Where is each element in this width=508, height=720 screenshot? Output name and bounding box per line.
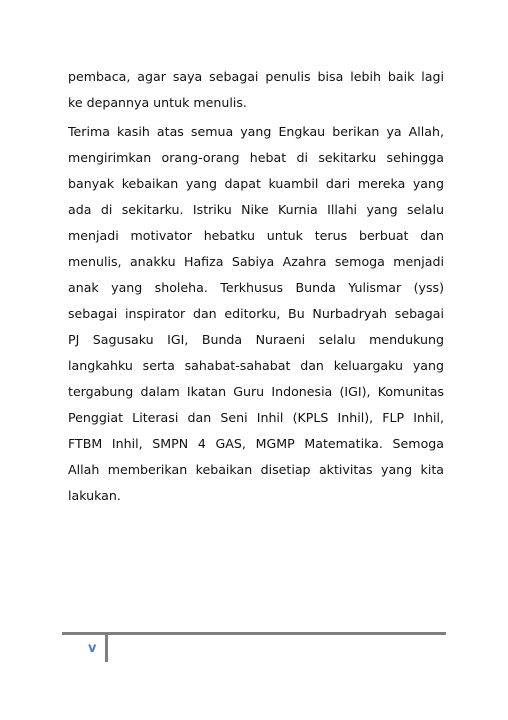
text-line: Terima kasih atas semua yang Engkau berikan ya Allah, <box>68 124 444 139</box>
text-line: pembaca, agar saya sebagai penulis bisa lebih baik lagi <box>68 69 444 84</box>
page-number: v <box>88 641 97 656</box>
text-line: menulis, anakku Hafiza Sabiya Azahra semoga menjadi <box>68 254 444 269</box>
paragraph-1 <box>68 64 444 116</box>
text-line: Penggiat Literasi dan Seni Inhil (KPLS Inhil), FLP Inhil, <box>68 410 444 425</box>
text-line: banyak kebaikan yang dapat kuambil dari mereka yang <box>68 176 444 191</box>
text-line: FTBM Inhil, SMPN 4 GAS, MGMP Matematika. Semoga <box>68 436 444 451</box>
footer-rule <box>62 632 446 635</box>
text-line: ada di sekitarku. Istriku Nike Kurnia Illahi yang selalu <box>68 202 444 217</box>
text-line: ke depannya untuk menulis. <box>68 95 247 110</box>
footer-divider <box>105 632 108 662</box>
text-line: Allah memberikan kebaikan disetiap aktivitas yang kita <box>68 462 444 477</box>
text-line: PJ Sagusaku IGI, Bunda Nuraeni selalu mendukung <box>68 332 444 347</box>
text-line: menjadi motivator hebatku untuk terus berbuat dan <box>68 228 444 243</box>
text-line: sebagai inspirator dan editorku, Bu Nurbadryah sebagai <box>68 306 444 321</box>
text-line: langkahku serta sahabat-sahabat dan keluargaku yang <box>68 358 444 373</box>
text-line: lakukan. <box>68 488 121 503</box>
text-line: anak yang sholeha. Terkhusus Bunda Yulismar (yss) <box>68 280 444 295</box>
document-body <box>68 64 444 509</box>
paragraph-2 <box>68 119 444 509</box>
text-line: mengirimkan orang-orang hebat di sekitarku sehingga <box>68 150 444 165</box>
text-line: tergabung dalam Ikatan Guru Indonesia (IGI), Komunitas <box>68 384 444 399</box>
